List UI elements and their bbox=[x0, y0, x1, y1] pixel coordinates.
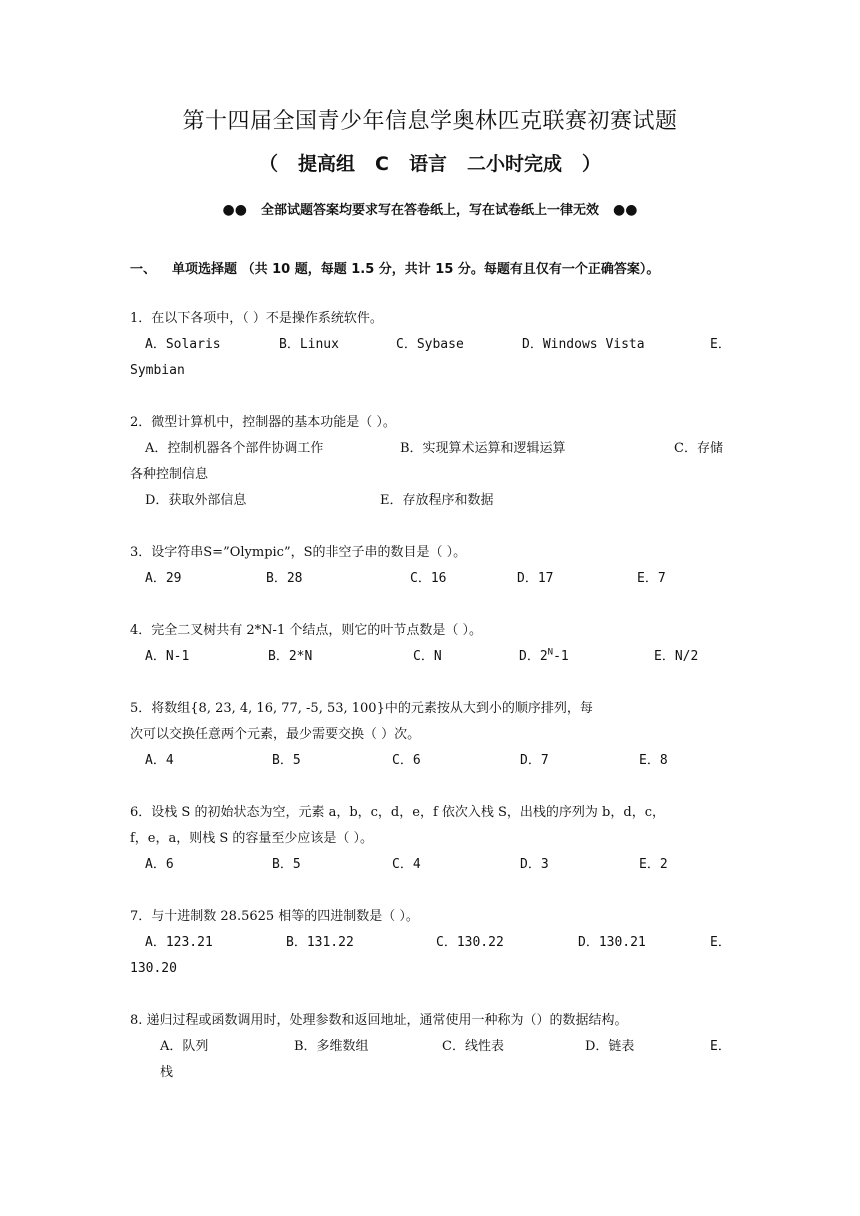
option-a: A．N-1 bbox=[145, 649, 190, 664]
question-stem: 2．微型计算机中，控制器的基本功能是（ ）。 bbox=[130, 415, 396, 430]
option-b: B．28 bbox=[266, 571, 303, 586]
question-stem: 4．完全二叉树共有 2*N-1 个结点，则它的叶节点数是（ ）。 bbox=[130, 623, 482, 638]
option-e-text: 130.20 bbox=[130, 961, 177, 976]
option-e: E． bbox=[710, 1039, 731, 1054]
option-b: B．实现算术运算和逻辑运算 bbox=[400, 441, 566, 456]
option-d: D．获取外部信息 bbox=[145, 493, 247, 508]
option-b: B．Linux bbox=[279, 337, 339, 352]
subtitle-group: 提高组 bbox=[298, 153, 356, 175]
option-b: B．2*N bbox=[268, 649, 313, 664]
question-stem: 7．与十进制数 28.5625 相等的四进制数是（ ）。 bbox=[130, 909, 419, 924]
option-c: C．6 bbox=[392, 753, 421, 768]
option-b: B．5 bbox=[272, 857, 301, 872]
option-c: C．线性表 bbox=[442, 1039, 504, 1054]
option-e: E．2 bbox=[639, 857, 668, 872]
question-stem-line-2: f，e，a，则栈 S 的容量至少应该是（ ）。 bbox=[130, 831, 374, 846]
option-b: B．多维数组 bbox=[294, 1039, 369, 1054]
option-a: A．控制机器各个部件协调工作 bbox=[145, 441, 324, 456]
section-title: 单项选择题 bbox=[172, 262, 238, 277]
option-d: D．130.21 bbox=[578, 935, 646, 950]
subtitle-open-paren: （ bbox=[258, 153, 278, 175]
option-c: C．130.22 bbox=[436, 935, 504, 950]
option-e: E．N/2 bbox=[654, 649, 699, 664]
option-e: E．7 bbox=[637, 571, 666, 586]
question-stem-line-1: 5．将数组{8, 23, 4, 16, 77, -5, 53, 100}中的元素按从大到小的顺序排列，每 bbox=[130, 701, 593, 716]
option-e-text: Symbian bbox=[130, 363, 185, 378]
option-b: B．5 bbox=[272, 753, 301, 768]
exam-subtitle bbox=[0, 149, 860, 176]
question-stem: 1．在以下各项中，（ ）不是操作系统软件。 bbox=[130, 311, 383, 326]
option-c: C．存储 bbox=[674, 441, 723, 456]
bullet-dots-icon: ●● bbox=[222, 202, 247, 218]
superscript-n: N bbox=[547, 647, 554, 658]
bullet-dots-icon: ●● bbox=[613, 202, 638, 218]
question-stem-line-1: 6．设栈 S 的初始状态为空，元素 a，b，c，d，e，f 依次入栈 S，出栈的序列为 b，d，c， bbox=[130, 805, 665, 820]
option-d: D．$2^N-1$ bbox=[519, 647, 569, 664]
option-c: C．4 bbox=[392, 857, 421, 872]
exam-title: 第十四届全国青少年信息学奥林匹克联赛初赛试题 bbox=[182, 109, 678, 134]
option-a: A．Solaris bbox=[145, 337, 221, 352]
subtitle-duration: 二小时完成 bbox=[466, 153, 562, 175]
option-a: A．6 bbox=[145, 857, 174, 872]
option-a: A．队列 bbox=[160, 1039, 209, 1054]
option-c: C．N bbox=[413, 649, 442, 664]
option-e: E．存放程序和数据 bbox=[380, 493, 494, 508]
notice-text: 全部试题答案均要求写在答卷纸上，写在试卷纸上一律无效 bbox=[260, 203, 599, 218]
option-e: E．8 bbox=[639, 753, 668, 768]
section-heading bbox=[130, 258, 659, 277]
option-e: E． bbox=[710, 935, 731, 950]
option-d: D．7 bbox=[520, 753, 549, 768]
option-d: D．链表 bbox=[585, 1039, 635, 1054]
option-e-text: 栈 bbox=[160, 1065, 174, 1080]
option-c: C．Sybase bbox=[396, 337, 464, 352]
option-c-text: 各种控制信息 bbox=[130, 467, 209, 482]
subtitle-language: 语言 bbox=[408, 153, 447, 175]
option-a: A．4 bbox=[145, 753, 174, 768]
question-stem-line-2: 次可以交换任意两个元素，最少需要交换（ ）次。 bbox=[130, 727, 421, 742]
option-c: C．16 bbox=[410, 571, 447, 586]
subtitle-close-paren: ） bbox=[582, 153, 602, 175]
option-d: D．17 bbox=[517, 571, 554, 586]
question-stem: 8. 递归过程或函数调用时，处理参数和返回地址，通常使用一种称为（）的数据结构。 bbox=[130, 1013, 628, 1028]
section-rule: （共 10 题，每题 1.5 分，共计 15 分。每题有且仅有一个正确答案）。 bbox=[241, 262, 660, 277]
option-b: B．131.22 bbox=[286, 935, 354, 950]
option-d: D．Windows Vista bbox=[522, 337, 645, 352]
option-d: D．3 bbox=[520, 857, 549, 872]
option-a: A．123.21 bbox=[145, 935, 213, 950]
subtitle-c: C bbox=[375, 153, 389, 175]
answer-notice bbox=[0, 199, 860, 218]
section-number: 一、 bbox=[130, 262, 157, 277]
option-e: E． bbox=[710, 337, 731, 352]
question-stem: 3．设字符串S=”Olympic”，S的非空子串的数目是（ ）。 bbox=[130, 545, 467, 560]
option-a: A．29 bbox=[145, 571, 182, 586]
